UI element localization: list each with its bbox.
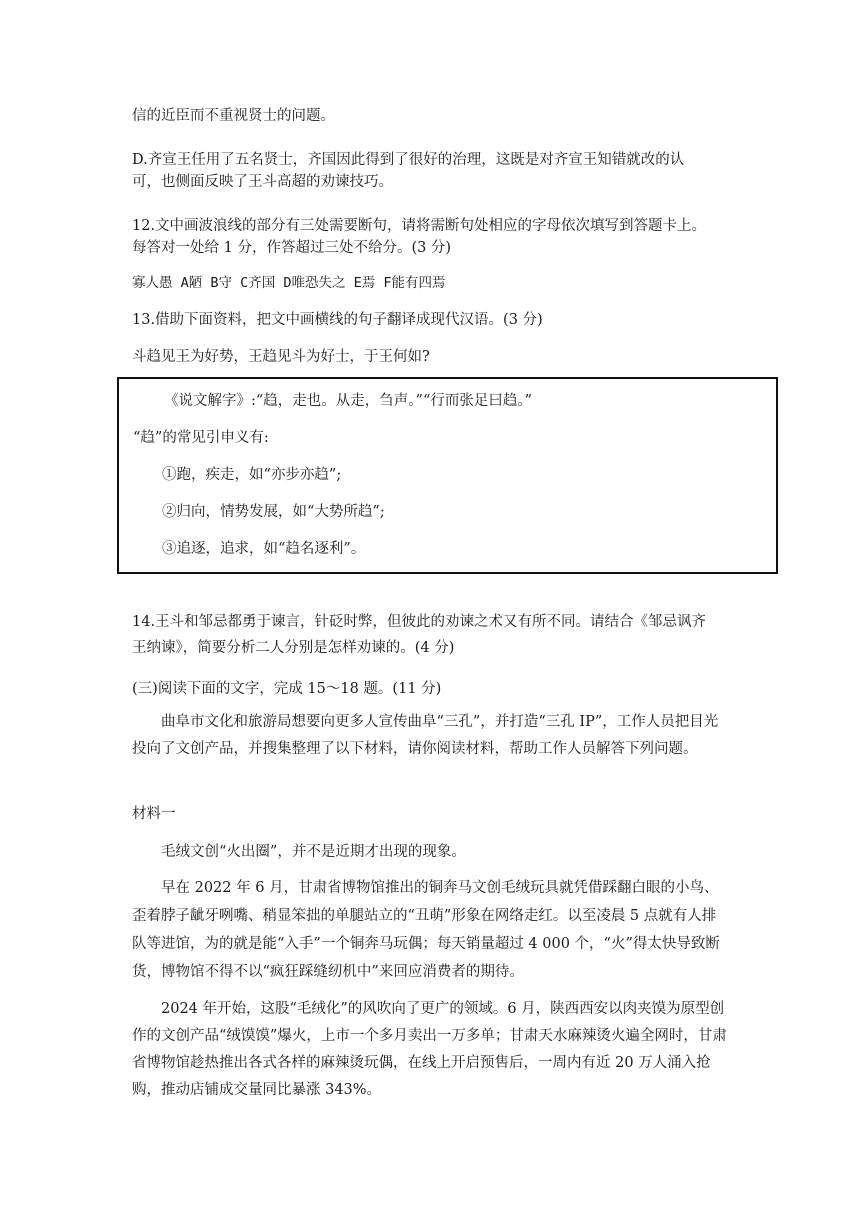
reference-box [117, 377, 778, 574]
material-1-paragraph-1: 毛绒文创“火出圈”，并不是近期才出现的现象。 [161, 844, 466, 860]
box-meaning-1: ①跑，疾走，如“亦步亦趋”; [162, 467, 342, 483]
material-1-heading: 材料一 [132, 806, 176, 822]
section-3-intro: 曲阜市文化和旅游局想要向更多人宣传曲阜“三孔”，并打造“三孔 IP”，工作人员把目光投向了文创产品，并搜集整理了以下材料，请你阅读材料，帮助工作人员解答下列问题。 [132, 714, 719, 757]
box-heading: “趋”的常见引申义有: [133, 430, 269, 446]
answer-option-d-continuation: 可，也侧面反映了王斗高超的劝谏技巧。 [132, 174, 393, 190]
question-12-scoring: 每答对一处给 1 分，作答超过三处不给分。(3 分) [132, 240, 452, 256]
box-definition: 《说文解字》:“趋，走也。从走，刍声。”“行而张足曰趋。” [164, 393, 533, 409]
answer-option-d: D.齐宣王任用了五名贤士，齐国因此得到了很好的治理，这既是对齐宣王知错就改的认 [132, 152, 685, 168]
question-13-sentence: 斗趋见王为好势，王趋见斗为好士，于王何如? [132, 349, 430, 365]
question-12-sentence: 寡人愚 A陋 B守 C齐国 D唯恐失之 E焉 F能有四焉 [132, 275, 446, 291]
material-1-paragraph-2: 早在 2022 年 6 月，甘肃省博物馆推出的铜奔马文创毛绒玩具就凭借踩翻白眼的小鸟、歪着脖子龇牙咧嘴、稍显笨拙的单腿站立的“丑萌”形象在网络走红。以至凌晨 5 点就有人排队等进馆，为的就是能“入手”一个铜奔马玩偶；每天销量超过 4 000 个，“火”得太快导致断货，博物馆不得不以“疯狂踩缝纫机中”来回应消费者的期待。 [132, 880, 720, 980]
answer-option-c-continuation: 信的近臣而不重视贤士的问题。 [132, 108, 335, 124]
question-14: 14.王斗和邹忌都勇于谏言，针砭时弊，但彼此的劝谏之术又有所不同。请结合《邹忌讽齐 [132, 614, 707, 630]
question-14-continuation: 王纳谏》，简要分析二人分别是怎样劝谏的。(4 分) [132, 640, 455, 656]
material-1-paragraph-3: 2024 年开始，这股“毛绒化”的风吹向了更广的领域。6 月，陕西西安以肉夹馍为原型创作的文创产品“绒馍馍”爆火，上市一个多月卖出一万多单；甘肃天水麻辣烫火遍全网时，甘肃省博物馆趁热推出各式各样的麻辣烫玩偶，在线上开启预售后，一周内有近 20 万人涌入抢购，推动店铺成交量同比暴涨 343%。 [132, 1001, 727, 1098]
box-meaning-2: ②归向，情势发展，如“大势所趋”; [162, 504, 385, 520]
question-13: 13.借助下面资料，把文中画横线的句子翻译成现代汉语。(3 分) [132, 312, 543, 328]
question-12: 12.文中画波浪线的部分有三处需要断句，请将需断句处相应的字母依次填写到答题卡上。 [132, 218, 707, 234]
box-meaning-3: ③追逐，追求，如“趋名逐利”。 [162, 541, 366, 557]
section-3-heading: (三)阅读下面的文字，完成 15～18 题。(11 分) [132, 681, 442, 697]
